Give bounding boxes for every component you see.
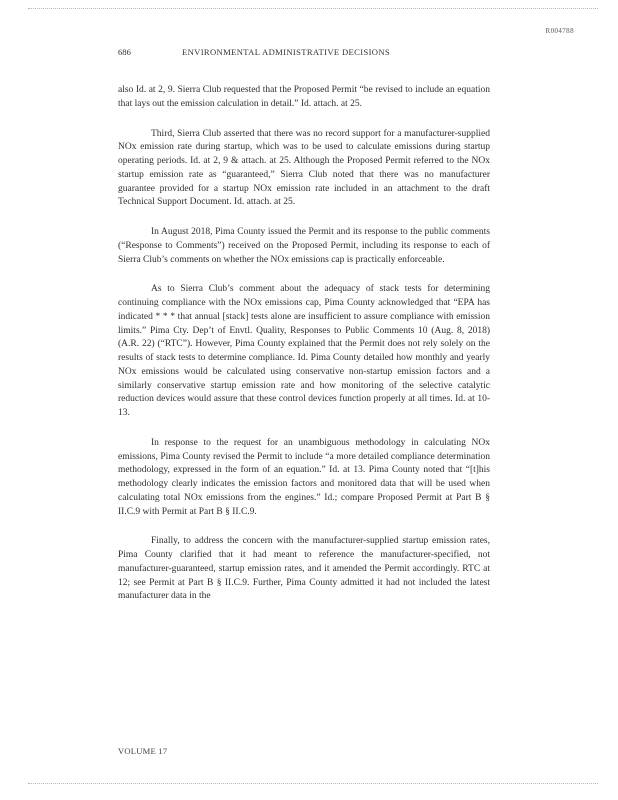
- bottom-scan-border: [28, 783, 598, 784]
- top-scan-border: [28, 8, 598, 9]
- running-title: ENVIRONMENTAL ADMINISTRATIVE DECISIONS: [182, 47, 391, 57]
- body-text: [118, 84, 490, 620]
- paragraph: Finally, to address the concern with the manufacturer-supplied startup emission rates, Pima County clarified that it had meant to reference the manufacturer-specified, not manufacturer-guaranteed, startup emission rates, and it amended the Permit accordingly. RTC at 12; see Permit at Part B § II.C.9. Further, Pima County admitted it had not included the latest manufacturer data in the: [118, 536, 490, 602]
- bates-number: R004788: [545, 27, 574, 35]
- paragraph: Third, Sierra Club asserted that there was no record support for a manufacturer-supplied NOx emission rate during startup, which was to be used to calculate emissions during startup operating periods. Id. at 2, 9 & attach. at 25. Although the Proposed Permit referred to the NOx startup emission rate as “guaranteed,” Sierra Club noted that there was no manufacturer guarantee provided for a startup NOx emission rate included in an attachment to the draft Technical Support Document. Id. attach. at 25.: [118, 128, 490, 208]
- paragraph: As to Sierra Club’s comment about the adequacy of stack tests for determining continuing compliance with the NOx emissions cap, Pima County acknowledged that “EPA has indicated * * * that annual [stack] tests alone are insufficient to assure compliance with emission limits.” Pima Cty. Dep’t of Envtl. Quality, Responses to Public Comments 10 (Aug. 8, 2018) (A.R. 22) (“RTC”). However, Pima County explained that the Permit does not rely solely on the results of stack tests to determine compliance. Id. Pima County detailed how monthly and yearly NOx emissions would be calculated using conservative non-startup emission factors and a similarly conservative startup emission rate and how monitoring of the selective catalytic reduction devices would assure that these control devices function properly at all times. Id. at 10-13.: [118, 284, 490, 418]
- paragraph: also Id. at 2, 9. Sierra Club requested that the Proposed Permit “be revised to include an equation that lays out the emission calculation in detail.” Id. attach. at 25.: [118, 85, 490, 109]
- page-header: [118, 47, 508, 61]
- paragraph: In response to the request for an unambiguous methodology in calculating NOx emissions, Pima County revised the Permit to include “a more detailed compliance determination methodology, expressed in the form of an equation.” Id. at 13. Pima County noted that “[t]his methodology clearly indicates the emission factors and monitored data that will be used when calculating total NOx emissions from the engines.” Id.; compare Proposed Permit at Part B § II.C.9 with Permit at Part B § II.C.9.: [118, 437, 490, 517]
- page-number: 686: [118, 47, 131, 57]
- volume-footer: VOLUME 17: [118, 746, 168, 756]
- paragraph: In August 2018, Pima County issued the Permit and its response to the public comments (“Response to Comments”) received on the Proposed Permit, including its response to each of Sierra Club’s comments on whether the NOx emissions cap is practically enforceable.: [118, 227, 490, 265]
